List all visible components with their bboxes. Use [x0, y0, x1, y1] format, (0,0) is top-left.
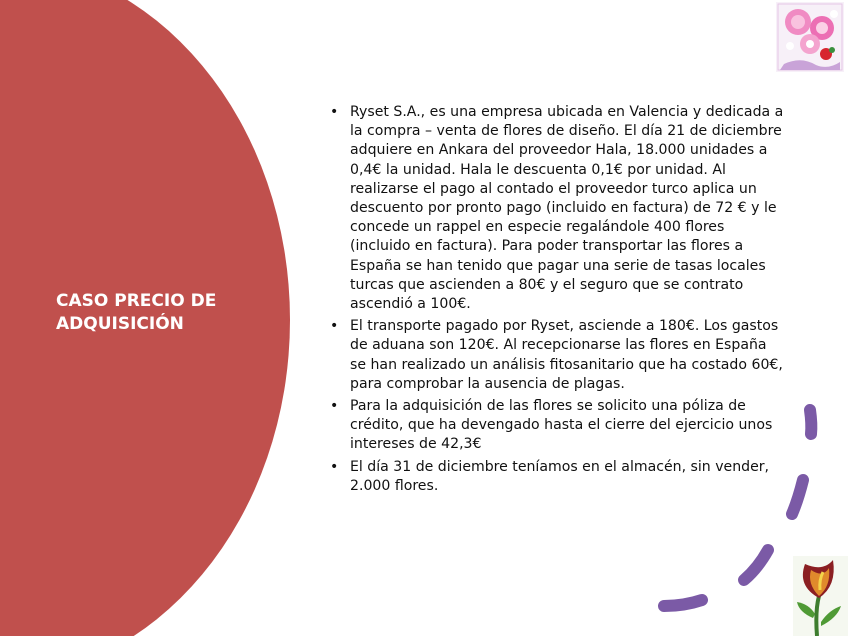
bullet-text: El transporte pagado por Ryset, asciende a 180€. Los gastos de aduana son 120€. Al recepcionarse las flores en España se han realizado un análisis fitosanitario que ha costado 60€, para comprobar la ausencia de plagas. — [350, 318, 783, 392]
bullet-icon: • — [330, 318, 339, 335]
pink-flowers-icon — [776, 2, 844, 72]
bullet-text: Para la adquisición de las flores se solicito una póliza de crédito, que ha devengado hasta el cierre del ejercicio unos intereses de 42,3€ — [350, 398, 773, 453]
slide-title: CASO PRECIO DE ADQUISICIÓN — [56, 291, 217, 334]
bullet-icon: • — [330, 398, 339, 415]
bullet-icon: • — [330, 104, 339, 120]
bullet-item — [330, 103, 785, 314]
bullet-text: Ryset S.A., es una empresa ubicada en Valencia y dedicada a la compra – venta de flores de diseño. El día 21 de diciembre adquiere en Ankara del proveedor Hala, 18.000 unidades a 0,4€ la unidad. Hala le descuenta 0,1€ por unidad. Al realizarse el pago al contado el proveedor turco aplica un descuento por pronto pago (incluido en factura) de 72 € y le concede un rappel en especie regalándole 400 flores (incluido en factura). Para poder transportar las flores a España se han tenido que pagar una serie de tasas locales turcas que ascienden a 80€ y el seguro que se contrato ascendió a 100€. — [350, 104, 784, 313]
bullet-text: El día 31 de diciembre teníamos en el almacén, sin vender, 2.000 flores. — [350, 458, 770, 494]
bullet-icon: • — [330, 458, 339, 475]
purple-dashed-curve — [640, 400, 848, 636]
bullet-item — [330, 317, 785, 394]
